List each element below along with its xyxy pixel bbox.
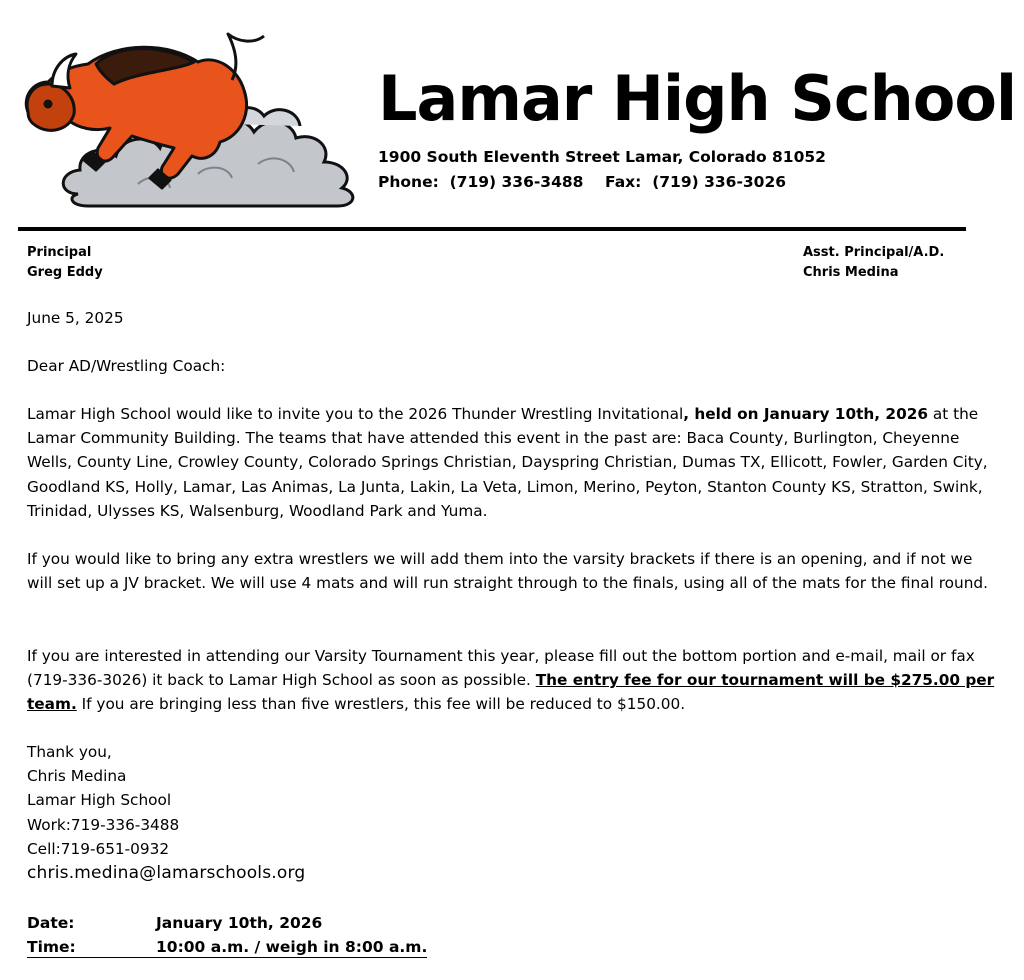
fax-label: Fax: bbox=[605, 173, 642, 191]
bison-mascot-logo bbox=[18, 24, 366, 208]
phone-label: Phone: bbox=[378, 173, 439, 191]
para3-text-b: If you are bringing less than five wrestlers, this fee will be reduced to $150.00. bbox=[76, 695, 686, 714]
header-divider bbox=[18, 227, 966, 231]
school-address: 1900 South Eleventh Street Lamar, Colorado 81052 bbox=[378, 148, 826, 166]
paragraph-entry bbox=[27, 644, 1002, 717]
fax-number: (719) 336-3026 bbox=[652, 173, 787, 191]
event-time-value: 10:00 a.m. / weigh in 8:00 a.m. bbox=[156, 938, 428, 956]
signature-email[interactable]: chris.medina@lamarschools.org bbox=[27, 863, 306, 884]
signature-name: Chris Medina bbox=[27, 767, 127, 786]
para3-text-a: If you are interested in attending our Varsity Tournament this year, please fill out the bottom portion and e-mail, mail or fax (719-336-3026) it back to Lamar High School as soon as possible. bbox=[27, 647, 975, 690]
entry-fee-notice: The entry fee for our tournament will be $275.00 per team. bbox=[27, 671, 995, 714]
principal-block bbox=[27, 243, 103, 283]
event-date-row bbox=[27, 914, 322, 932]
para1-text-a: Lamar High School would like to invite you to the 2026 Thunder Wrestling Invitational bbox=[27, 405, 684, 423]
signature-cell-phone: Cell:719-651-0932 bbox=[27, 839, 170, 858]
asst-principal-name: Chris Medina bbox=[803, 265, 899, 280]
paragraph-invitation bbox=[27, 402, 1002, 523]
phone-number: (719) 336-3488 bbox=[449, 173, 584, 191]
event-date-value: January 10th, 2026 bbox=[156, 914, 323, 932]
event-date-label: Date: bbox=[27, 914, 75, 932]
asst-principal-block bbox=[803, 243, 944, 283]
closing: Thank you, bbox=[27, 743, 112, 761]
asst-principal-title: Asst. Principal/A.D. bbox=[803, 245, 945, 260]
para1-text-b: at the Lamar Community Building. The teams that have attended this event in the past are: Baca County, Burlington, Cheyenne Wells, County Line, Crowley County, Colorado Springs Christian, Dayspring Christian, Dumas TX, Ellicott, Fowler, Garden City, Goodland KS, Holly, Lamar, Las Animas, La Junta, Lakin, La Veta, Limon, Merino, Peyton, Stanton County KS, Stratton, Swink, Trinidad, Ulysses KS, Walsenburg, Woodland Park and Yuma. bbox=[27, 405, 988, 520]
letter-date: June 5, 2025 bbox=[27, 309, 124, 327]
signature-work-phone: Work:719-336-3488 bbox=[27, 815, 180, 834]
salutation: Dear AD/Wrestling Coach: bbox=[27, 357, 226, 375]
principal-name: Greg Eddy bbox=[27, 265, 103, 280]
event-time-row bbox=[27, 938, 427, 958]
signature-school: Lamar High School bbox=[27, 791, 172, 810]
school-name: Lamar High School bbox=[378, 62, 1017, 135]
para1-event-date: , held on January 10th, 2026 bbox=[683, 405, 929, 423]
paragraph-brackets: If you would like to bring any extra wrestlers we will add them into the varsity brackets if there is an opening, and if not we will set up a JV bracket. We will use 4 mats and will run straight through to the finals, using all of the mats for the final round. bbox=[27, 550, 988, 593]
contact-numbers bbox=[378, 173, 786, 191]
event-time-label: Time: bbox=[27, 938, 76, 956]
signature-block bbox=[27, 740, 1002, 885]
principal-title: Principal bbox=[27, 245, 92, 260]
